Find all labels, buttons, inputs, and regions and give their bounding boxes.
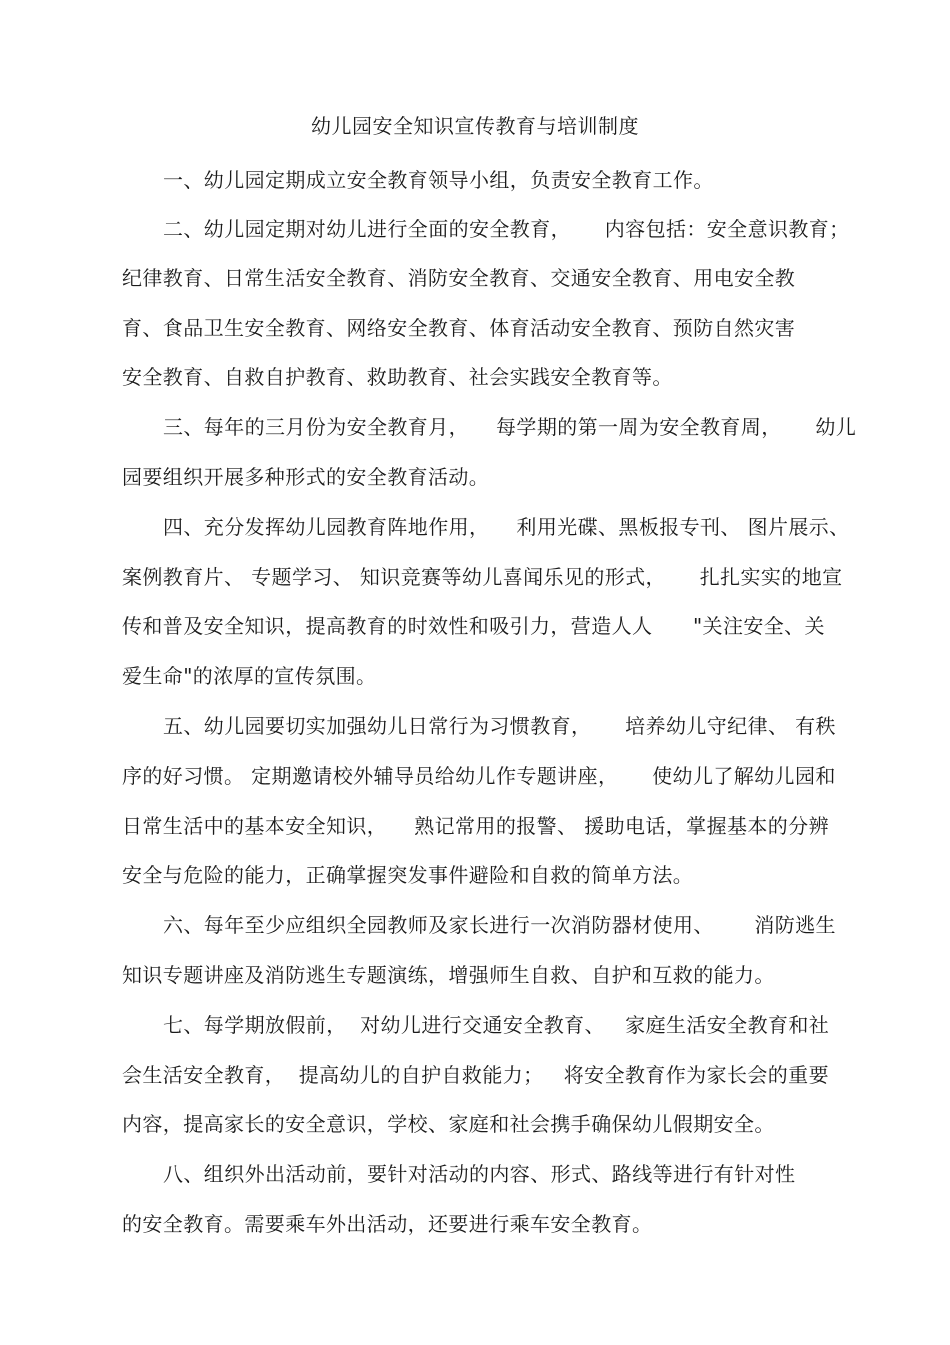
paragraph-1-line-1: 一、幼儿园定期成立安全教育领导小组，负责安全教育工作。 (163, 168, 714, 192)
paragraph-2-line-4: 安全教育、自救自护教育、救助教育、社会实践安全教育等。 (122, 365, 673, 389)
paragraph-8-line-2: 的安全教育。需要乘车外出活动，还要进行乘车安全教育。 (122, 1212, 653, 1236)
paragraph-6-line-1: 六、每年至少应组织全园教师及家长进行一次消防器材使用、 消防逃生 (163, 913, 836, 937)
paragraph-4-line-3: 传和普及安全知识，提高教育的时效性和吸引力，营造人人 "关注安全、关 (122, 614, 825, 638)
paragraph-2-line-3: 育、食品卫生安全教育、网络安全教育、体育活动安全教育、预防自然灾害 (122, 316, 796, 340)
paragraph-6-line-2: 知识专题讲座及消防逃生专题演练，增强师生自救、自护和互救的能力。 (122, 963, 775, 987)
paragraph-2-line-2: 纪律教育、日常生活安全教育、消防安全教育、交通安全教育、用电安全教 (122, 266, 796, 290)
document-title: 幼儿园安全知识宣传教育与培训制度 (311, 114, 639, 138)
paragraph-7-line-3: 内容，提高家长的安全意识，学校、家庭和社会携手确保幼儿假期安全。 (122, 1112, 775, 1136)
paragraph-8-line-1: 八、组织外出活动前，要针对活动的内容、形式、路线等进行有针对性 (163, 1162, 796, 1186)
paragraph-4-line-2: 案例教育片、 专题学习、 知识竞赛等幼儿喜闻乐见的形式， 扎扎实实的地宣 (122, 565, 843, 589)
paragraph-5-line-4: 安全与危险的能力，正确掌握突发事件避险和自救的简单方法。 (122, 863, 694, 887)
paragraph-2-line-1: 二、幼儿园定期对幼儿进行全面的安全教育， 内容包括：安全意识教育； (163, 217, 850, 241)
paragraph-3-line-1: 三、每年的三月份为安全教育月， 每学期的第一周为安全教育周， 幼儿 (163, 415, 857, 439)
paragraph-4-line-1: 四、充分发挥幼儿园教育阵地作用， 利用光碟、黑板报专刊、 图片展示、 (163, 515, 850, 539)
paragraph-7-line-2: 会生活安全教育， 提高幼儿的自护自救能力； 将安全教育作为家长会的重要 (122, 1063, 829, 1087)
paragraph-4-line-4: 爱生命"的浓厚的宣传氛围。 (122, 664, 377, 688)
paragraph-5-line-2: 序的好习惯。 定期邀请校外辅导员给幼儿作专题讲座， 使幼儿了解幼儿园和 (122, 764, 836, 788)
paragraph-5-line-3: 日常生活中的基本安全知识， 熟记常用的报警、 援助电话，掌握基本的分辨 (122, 814, 829, 838)
paragraph-7-line-1: 七、每学期放假前， 对幼儿进行交通安全教育、 家庭生活安全教育和社 (163, 1013, 830, 1037)
paragraph-3-line-2: 园要组织开展多种形式的安全教育活动。 (122, 465, 490, 489)
paragraph-5-line-1: 五、幼儿园要切实加强幼儿日常行为习惯教育， 培养幼儿守纪律、 有秩 (163, 714, 836, 738)
